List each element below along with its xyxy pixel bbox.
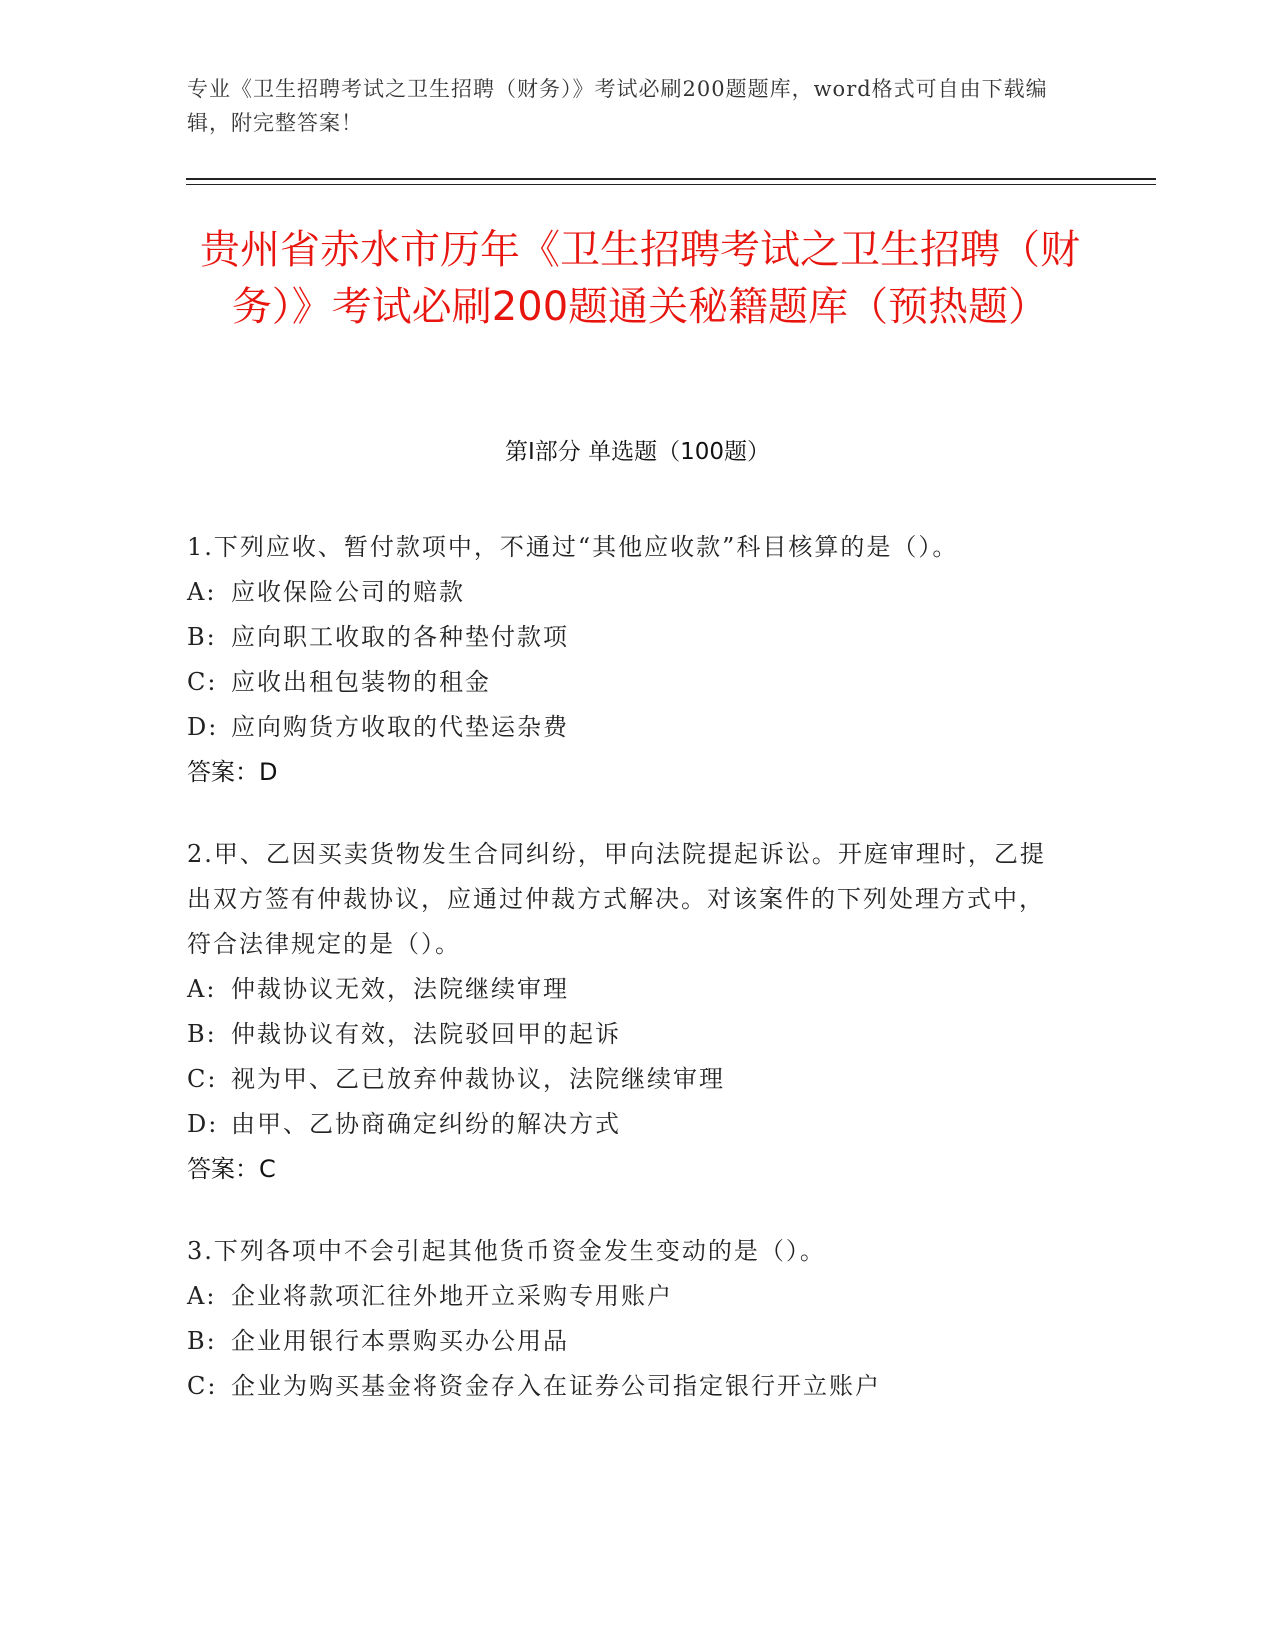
question-2 [187,832,1067,1192]
option-text: 由甲、乙协商确定纠纷的解决方式 [231,1110,621,1138]
option-d [187,705,1067,750]
option-key: B: [187,623,217,651]
option-text: 企业为购买基金将资金存入在证券公司指定银行开立账户 [231,1372,881,1400]
question-stem: 3.下列各项中不会引起其他货币资金发生变动的是（）。 [187,1237,826,1265]
option-text: 企业将款项汇往外地开立采购专用账户 [231,1282,673,1310]
option-text: 应收保险公司的赔款 [231,578,465,606]
header-divider-thin [186,184,1156,185]
answer-value: D [259,758,278,786]
question-stem: 2.甲、乙因买卖货物发生合同纠纷，甲向法院提起诉讼。开庭审理时，乙提出双方签有仲裁协议，应通过仲裁方式解决。对该案件的下列处理方式中，符合法律规定的是（）。 [187,840,1046,958]
option-c [187,1364,1067,1409]
answer-label: 答案： [187,1155,259,1183]
option-text: 仲裁协议有效，法院驳回甲的起诉 [231,1020,621,1048]
option-text: 应向职工收取的各种垫付款项 [231,623,569,651]
option-key: D: [187,713,219,741]
answer-value: C [259,1155,276,1183]
section-heading: 第I部分 单选题（100题） [505,439,770,465]
question-3 [187,1229,1067,1409]
option-a [187,570,1067,615]
question-1 [187,525,1067,795]
option-key: C: [187,1372,218,1400]
answer-line [187,750,1067,795]
option-key: A: [187,975,217,1003]
option-key: B: [187,1020,217,1048]
option-a [187,967,1067,1012]
option-c [187,660,1067,705]
option-key: B: [187,1327,217,1355]
option-text: 视为甲、乙已放弃仲裁协议，法院继续审理 [231,1065,725,1093]
option-key: C: [187,1065,218,1093]
option-c [187,1057,1067,1102]
answer-label: 答案： [187,758,259,786]
question-stem: 1.下列应收、暂付款项中，不通过“其他应收款”科目核算的是（）。 [187,533,959,561]
answer-line [187,1147,1067,1192]
option-d [187,1102,1067,1147]
option-a [187,1274,1067,1319]
header-divider-thick [186,178,1156,180]
option-b [187,1319,1067,1364]
option-key: D: [187,1110,219,1138]
header-note: 专业《卫生招聘考试之卫生招聘（财务）》考试必刷200题题库，word格式可自由下载编辑，附完整答案！ [187,77,1048,135]
option-key: A: [187,578,217,606]
question-list [187,525,1067,1446]
option-key: C: [187,668,218,696]
option-text: 应收出租包装物的租金 [231,668,491,696]
option-b [187,1012,1067,1057]
option-key: A: [187,1282,217,1310]
document-title: 贵州省赤水市历年《卫生招聘考试之卫生招聘（财务）》考试必刷200题通关秘籍题库（预热题） [200,227,1080,330]
option-text: 应向购货方收取的代垫运杂费 [231,713,569,741]
option-text: 企业用银行本票购买办公用品 [231,1327,569,1355]
option-text: 仲裁协议无效，法院继续审理 [231,975,569,1003]
option-b [187,615,1067,660]
